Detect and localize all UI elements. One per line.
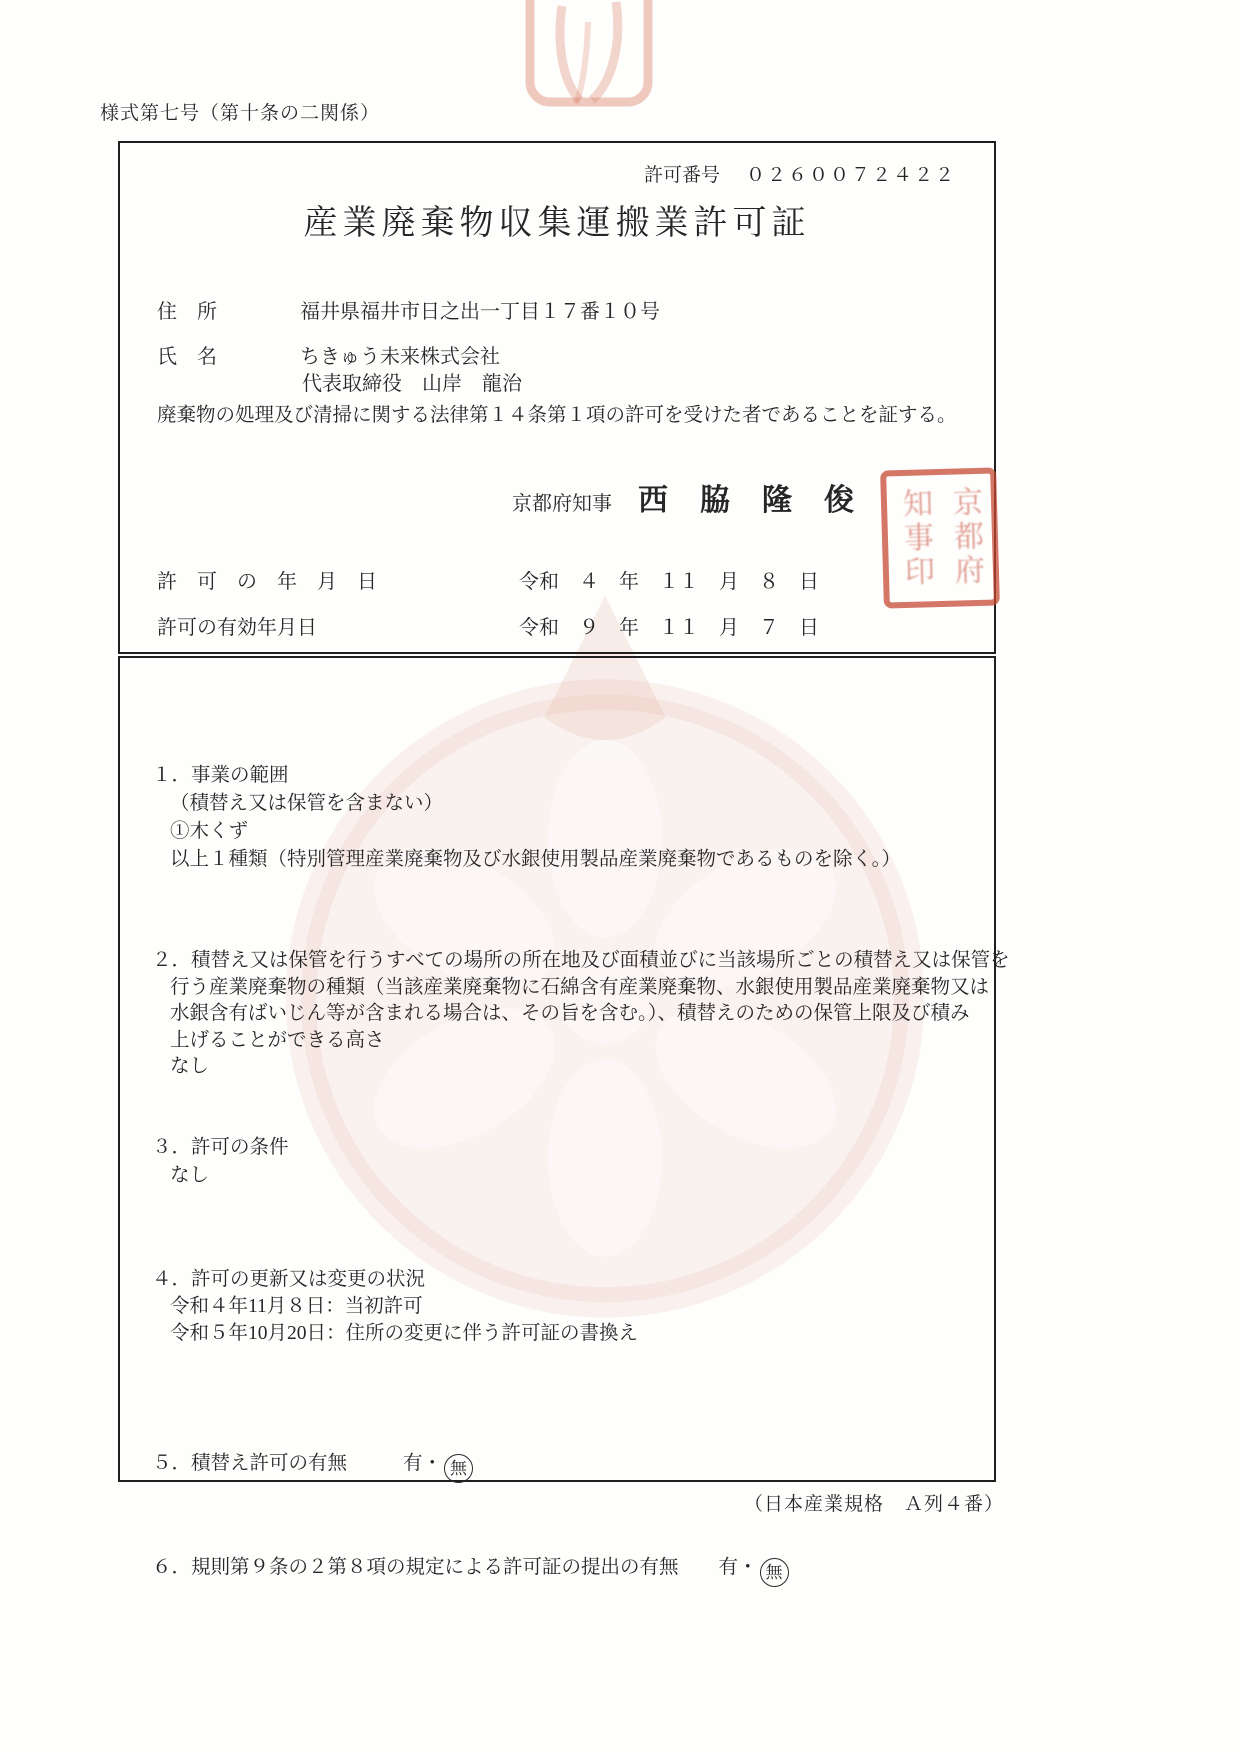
seal-column-right: 京都府 (947, 485, 984, 589)
address-label: 住 所 (157, 301, 217, 323)
form-number-label: 様式第七号（第十条の二関係） (100, 103, 381, 124)
governor-name: 西 脇 隆 俊 (638, 484, 855, 517)
item-line: 令和５年10月20日：住所の変更に伴う許可証の書換え (170, 1323, 639, 1344)
item-number: １． (152, 765, 192, 786)
item-business-scope (152, 762, 901, 874)
representative-name: 代表取締役 山岸 龍治 (302, 373, 522, 395)
validity-date-label: 許可の有効年月日 (157, 617, 317, 639)
governor-title: 京都府知事 (512, 493, 612, 515)
item-line: なし (170, 1165, 210, 1186)
item-line: 令和４年11月８日：当初許可 (170, 1296, 423, 1317)
item-number: ３． (152, 1137, 192, 1158)
item-line: 以上１種類（特別管理産業廃棄物及び水銀使用製品産業廃棄物であるものを除く。） (170, 849, 901, 870)
permit-date-value: 令和 ４ 年 １１ 月 ８ 日 (519, 571, 819, 593)
item-line: 上げることができる高さ (170, 1029, 385, 1051)
seal-column-left: 知事印 (897, 487, 934, 591)
item-body (170, 1162, 289, 1190)
answer-prefix: 有・ (718, 1557, 758, 1578)
item-number: ５． (152, 1453, 192, 1474)
partial-red-stamp-icon (518, 0, 668, 118)
item-line: 水銀含有ばいじん等が含まれる場合は、その旨を含む。）、積替えのための保管上限及び積み (170, 1003, 970, 1024)
item-number: ４． (152, 1269, 192, 1290)
item-line: なし (170, 1056, 210, 1077)
item-body (170, 790, 901, 874)
item-title: 許可の条件 (191, 1137, 289, 1158)
item-permit-conditions (152, 1134, 289, 1190)
item-body (170, 975, 1010, 1081)
item-number: ２． (152, 950, 192, 971)
item-title: 規則第９条の２第８項の規定による許可証の提出の有無 (191, 1557, 679, 1578)
certificate-box (118, 141, 996, 654)
item-title: 積替え許可の有無 (191, 1453, 348, 1474)
circled-none-mark: 無 (444, 1454, 473, 1483)
item-line: （積替え又は保管を含まない） (170, 793, 444, 814)
item-title: 積替え又は保管を行うすべての場所の所在地及び面積並びに当該場所ごとの積替え又は保管を (191, 950, 1010, 971)
name-label: 氏 名 (157, 346, 217, 368)
governor-signature (512, 475, 855, 519)
item-transfer-permit-presence (152, 1450, 473, 1483)
item-body (170, 1293, 638, 1347)
permit-date-row (157, 565, 957, 594)
validity-date-value: 令和 ９ 年 １１ 月 ７ 日 (519, 617, 819, 639)
name-row (157, 340, 500, 369)
item-line: ①木くず (170, 821, 249, 842)
item-number: ６． (152, 1557, 192, 1578)
validity-date-row (157, 611, 957, 640)
item-certificate-submission (152, 1554, 789, 1587)
paper-standard-note: （日本産業規格 Ａ列４番） (744, 1494, 1005, 1515)
answer-prefix: 有・ (403, 1453, 443, 1474)
company-name: ちきゅう未来株式会社 (300, 346, 500, 368)
address-row (157, 295, 660, 324)
address-value: 福井県福井市日之出一丁目１７番１０号 (300, 301, 660, 323)
item-title: 許可の更新又は変更の状況 (191, 1269, 426, 1290)
item-title: 事業の範囲 (191, 765, 289, 786)
item-line: 行う産業廃棄物の種類（当該産業廃棄物に石綿含有産業廃棄物、水銀使用製品産業廃棄物又は (170, 976, 990, 998)
permit-number-label: 許可番号 (643, 165, 720, 186)
permit-number-row (644, 160, 956, 187)
permit-date-label: 許 可 の 年 月 日 (157, 571, 377, 593)
certification-statement: 廃棄物の処理及び清掃に関する法律第１４条第１項の許可を受けた者であることを証する。 (157, 405, 957, 426)
item-renewal-history (152, 1266, 638, 1347)
circled-none-mark: 無 (760, 1558, 789, 1587)
permit-number: ０２６００７２４２２ (745, 165, 956, 186)
document-title: 産業廃棄物収集運搬業許可証 (303, 205, 811, 242)
item-transfer-storage (152, 948, 1010, 1081)
